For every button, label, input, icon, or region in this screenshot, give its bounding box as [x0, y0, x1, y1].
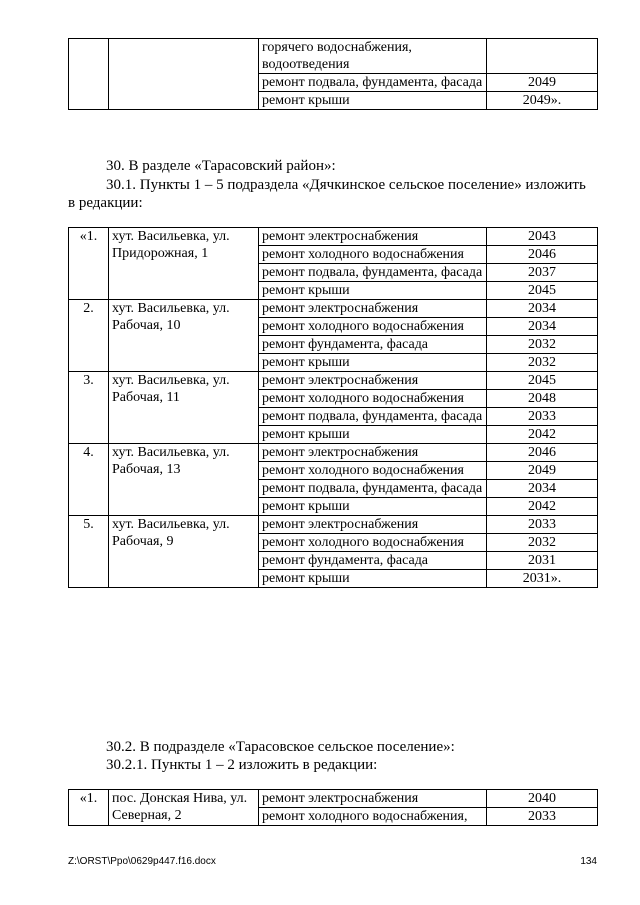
subsection-heading-2-1: 30.2.1. Пункты 1 – 2 изложить в редакции:: [106, 757, 378, 773]
table-row: [69, 300, 598, 318]
work-type-cell: ремонт фундамента, фасада: [259, 552, 487, 570]
item-number: 4.: [69, 444, 109, 516]
subsection-heading-line1: 30.1. Пункты 1 – 5 подраздела «Дячкинское сельское поселение» изложить: [106, 177, 586, 193]
section-heading: 30. В разделе «Тарасовский район»:: [106, 158, 336, 174]
year-cell: 2033: [487, 808, 598, 826]
work-type-cell: ремонт подвала, фундамента, фасада: [259, 264, 487, 282]
address-cell: хут. Васильевка, ул. Придорожная, 1: [109, 228, 259, 300]
table-continuation: [68, 38, 598, 110]
table-row: [69, 39, 598, 74]
work-type-cell: ремонт крыши: [259, 498, 487, 516]
subsection-heading-line2: в редакции:: [68, 195, 143, 211]
year-cell: 2032: [487, 534, 598, 552]
address-cell: хут. Васильевка, ул. Рабочая, 9: [109, 516, 259, 588]
table-tarasovskoe: [68, 789, 598, 826]
work-type-cell: ремонт крыши: [259, 282, 487, 300]
work-type-cell: ремонт подвала, фундамента, фасада: [259, 74, 487, 92]
year-cell: [487, 39, 598, 74]
work-type-cell: ремонт фундамента, фасада: [259, 336, 487, 354]
subsection-heading-2: 30.2. В подразделе «Тарасовское сельское поселение»:: [106, 739, 455, 755]
year-cell: 2049: [487, 74, 598, 92]
footer-page-number: 134: [580, 856, 597, 867]
year-cell: 2043: [487, 228, 598, 246]
item-number: [69, 39, 109, 110]
year-cell: 2032: [487, 336, 598, 354]
address-cell: хут. Васильевка, ул. Рабочая, 10: [109, 300, 259, 372]
work-type-cell: ремонт крыши: [259, 426, 487, 444]
address-cell: [109, 39, 259, 110]
footer-file-path: Z:\ORST\Ppo\0629p447.f16.docx: [68, 856, 216, 867]
year-cell: 2034: [487, 480, 598, 498]
work-type-cell: ремонт электроснабжения: [259, 300, 487, 318]
year-cell: 2049: [487, 462, 598, 480]
work-type-cell: ремонт подвала, фундамента, фасада: [259, 408, 487, 426]
year-cell: 2034: [487, 318, 598, 336]
work-type-cell: ремонт крыши: [259, 92, 487, 110]
year-cell: 2032: [487, 354, 598, 372]
work-type-cell: ремонт электроснабжения: [259, 372, 487, 390]
year-cell: 2037: [487, 264, 598, 282]
address-cell: пос. Донская Нива, ул. Северная, 2: [109, 790, 259, 826]
work-type-cell: горячего водоснабжения, водоотведения: [259, 39, 487, 74]
work-type-cell: ремонт холодного водоснабжения: [259, 318, 487, 336]
year-cell: 2046: [487, 444, 598, 462]
work-type-cell: ремонт холодного водоснабжения: [259, 390, 487, 408]
work-type-cell: ремонт электроснабжения: [259, 444, 487, 462]
year-cell: 2046: [487, 246, 598, 264]
item-number: 3.: [69, 372, 109, 444]
work-type-cell: ремонт холодного водоснабжения: [259, 246, 487, 264]
year-cell: 2042: [487, 426, 598, 444]
work-type-cell: ремонт холодного водоснабжения: [259, 462, 487, 480]
table-row: [69, 372, 598, 390]
table-row: [69, 516, 598, 534]
year-cell: 2045: [487, 372, 598, 390]
work-type-cell: ремонт холодного водоснабжения: [259, 534, 487, 552]
item-number: 5.: [69, 516, 109, 588]
address-cell: хут. Васильевка, ул. Рабочая, 11: [109, 372, 259, 444]
work-type-cell: ремонт электроснабжения: [259, 228, 487, 246]
work-type-cell: ремонт подвала, фундамента, фасада: [259, 480, 487, 498]
table-tarasovsky-dyachkinskoe: [68, 227, 598, 588]
work-type-cell: ремонт крыши: [259, 570, 487, 588]
table-row: [69, 228, 598, 246]
year-cell: 2031: [487, 552, 598, 570]
address-cell: хут. Васильевка, ул. Рабочая, 13: [109, 444, 259, 516]
table-row: [69, 790, 598, 808]
year-cell: 2048: [487, 390, 598, 408]
work-type-cell: ремонт холодного водоснабжения,: [259, 808, 487, 826]
year-cell: 2033: [487, 408, 598, 426]
work-type-cell: ремонт крыши: [259, 354, 487, 372]
year-cell: 2033: [487, 516, 598, 534]
year-cell: 2045: [487, 282, 598, 300]
item-number: «1.: [69, 790, 109, 826]
year-cell: 2034: [487, 300, 598, 318]
year-cell: 2040: [487, 790, 598, 808]
item-number: 2.: [69, 300, 109, 372]
year-cell: 2031».: [487, 570, 598, 588]
work-type-cell: ремонт электроснабжения: [259, 516, 487, 534]
table-row: [69, 444, 598, 462]
item-number: «1.: [69, 228, 109, 300]
year-cell: 2049».: [487, 92, 598, 110]
work-type-cell: ремонт электроснабжения: [259, 790, 487, 808]
year-cell: 2042: [487, 498, 598, 516]
